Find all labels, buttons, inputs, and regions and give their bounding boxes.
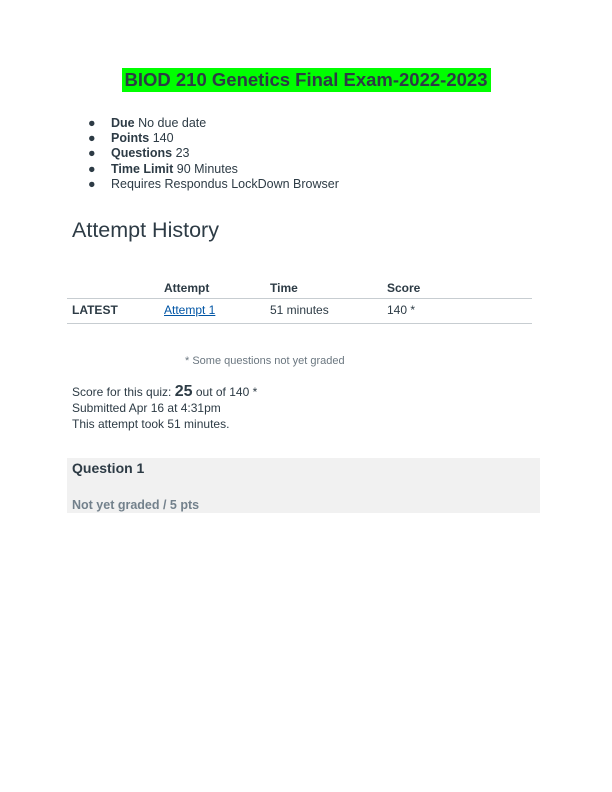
bullet-icon: ● xyxy=(88,131,96,146)
detail-label: Points xyxy=(111,131,150,146)
bullet-icon: ● xyxy=(88,116,96,130)
attempt-time: 51 minutes xyxy=(270,303,329,317)
detail-value: 23 xyxy=(175,146,190,161)
attempt-history-table xyxy=(67,278,532,324)
bullet-icon: ● xyxy=(88,176,96,191)
attempt-link[interactable]: Attempt 1 xyxy=(164,303,216,317)
detail-value: 140 xyxy=(152,131,174,146)
submitted-text: Submitted Apr 16 at 4:31pm xyxy=(72,401,221,415)
question-header xyxy=(67,458,540,513)
column-header-time: Time xyxy=(270,281,298,295)
score-summary xyxy=(72,384,257,432)
column-header-score: Score xyxy=(387,281,421,295)
detail-lockdown xyxy=(88,177,339,192)
attempt-history-heading: Attempt History xyxy=(72,218,219,242)
question-title: Question 1 xyxy=(72,460,145,476)
column-header-attempt: Attempt xyxy=(164,281,210,295)
grading-note: * Some questions not yet graded xyxy=(185,355,345,367)
detail-value: No due date xyxy=(138,116,207,130)
detail-label: Due xyxy=(111,116,135,130)
table-header xyxy=(67,278,532,299)
bullet-icon: ● xyxy=(88,161,96,176)
attempt-status: LATEST xyxy=(72,303,118,317)
title-wrapper xyxy=(0,68,612,92)
detail-value: 90 Minutes xyxy=(176,161,238,176)
detail-value: Requires Respondus LockDown Browser xyxy=(111,176,339,191)
detail-points xyxy=(88,131,339,146)
detail-time-limit xyxy=(88,162,339,177)
score-line xyxy=(72,384,257,400)
detail-due xyxy=(88,116,339,131)
quiz-details-list xyxy=(88,116,339,192)
score-suffix: out of 140 * xyxy=(195,385,258,399)
detail-label: Time Limit xyxy=(111,161,174,176)
bullet-icon: ● xyxy=(88,146,96,161)
detail-questions xyxy=(88,146,339,161)
score-value: 25 xyxy=(174,383,193,400)
detail-label: Questions xyxy=(111,146,173,161)
score-prefix: Score for this quiz: xyxy=(72,385,172,399)
question-points: Not yet graded / 5 pts xyxy=(72,498,200,512)
duration-text: This attempt took 51 minutes. xyxy=(72,417,230,431)
page-title: BIOD 210 Genetics Final Exam-2022-2023 xyxy=(122,68,491,92)
table-row xyxy=(67,299,532,324)
attempt-score: 140 * xyxy=(387,303,416,317)
